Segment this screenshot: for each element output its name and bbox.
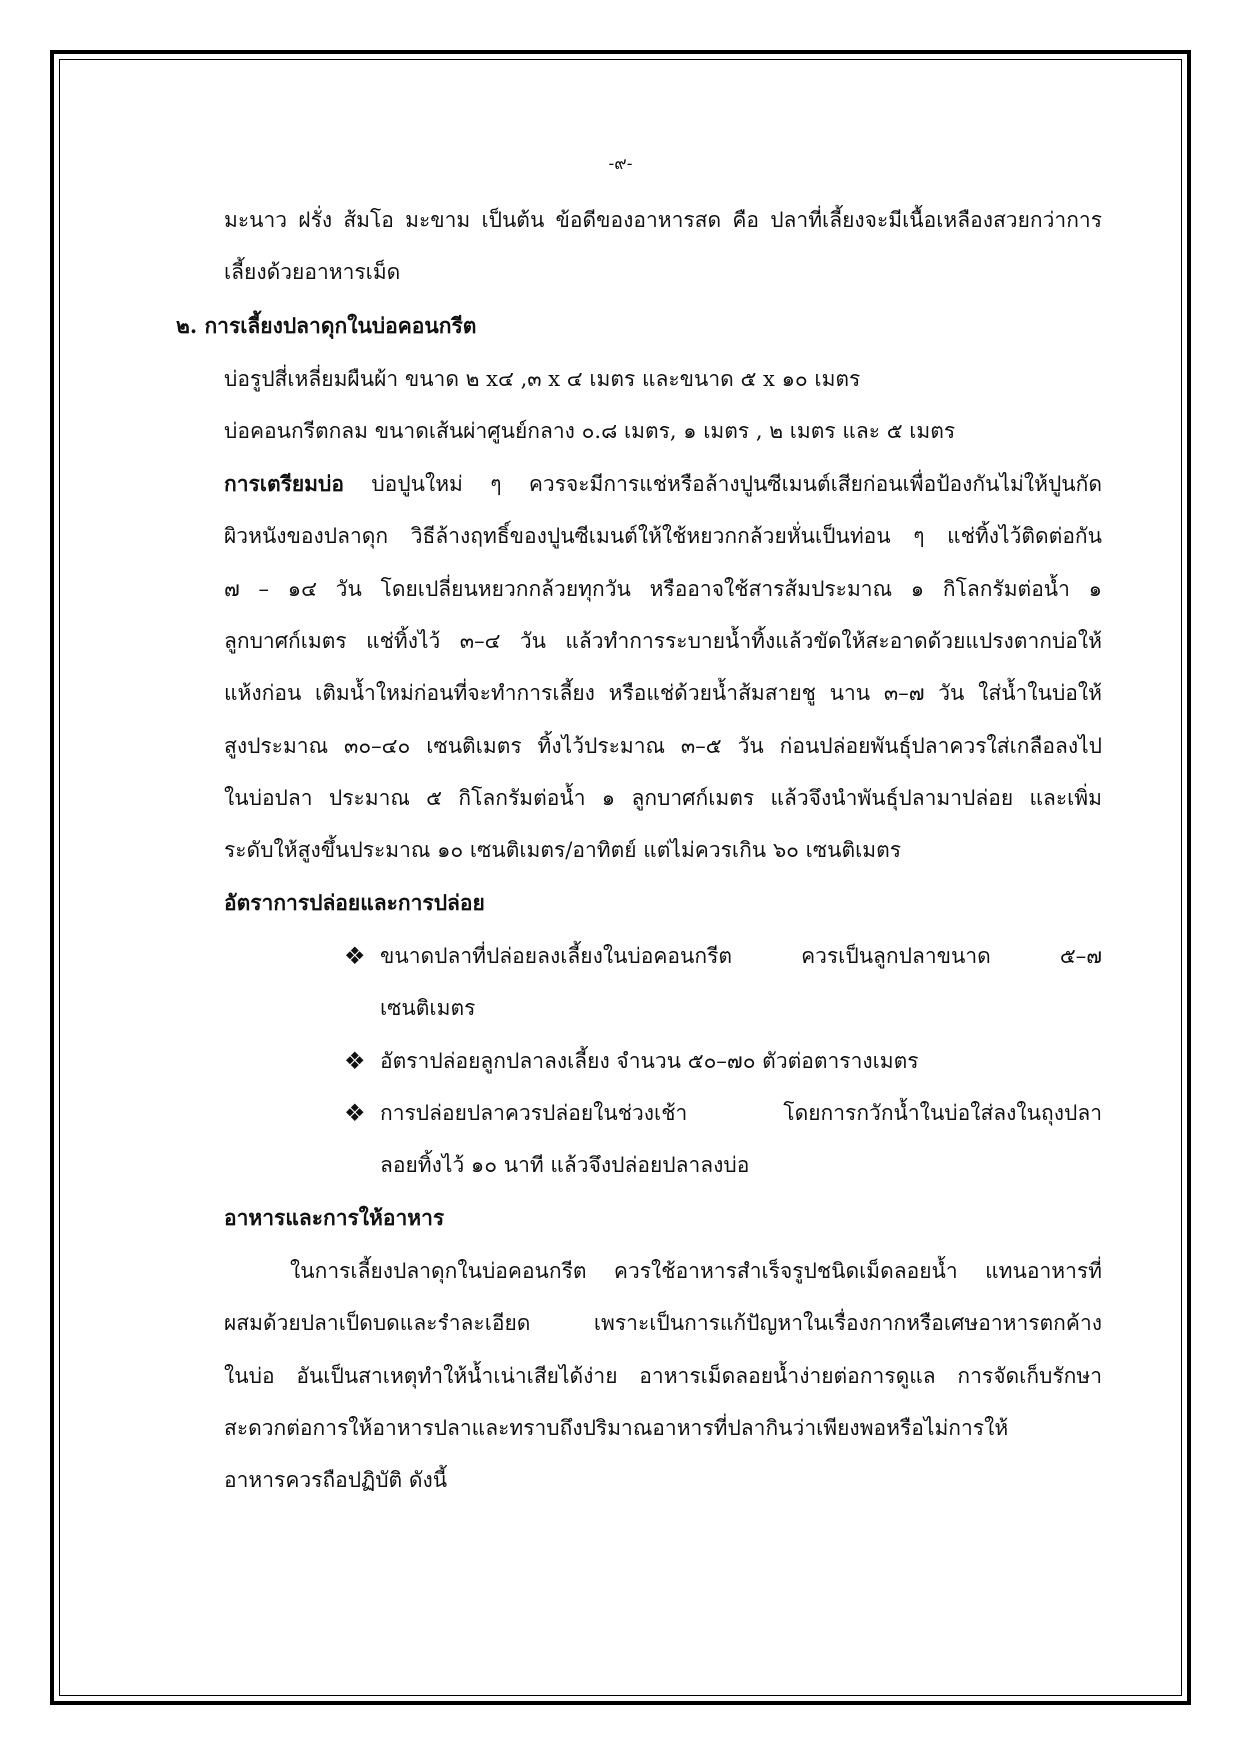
feed-line-2: ผสมด้วยปลาเป็ดบดและรำละเอียด เพราะเป็นการแก้ปัญหาในเรื่องกากหรือเศษอาหารตกค้าง: [224, 1311, 1102, 1335]
feed-line-1: ในการเลี้ยงปลาดุกในบ่อคอนกรีต ควรใช้อาหารสำเร็จรูปชนิดเม็ดลอยน้ำ แทนอาหารที่: [290, 1259, 1102, 1283]
prep-line-1: [224, 468, 1102, 500]
intro-line-2: เลี้ยงด้วยอาหารเม็ด: [224, 260, 401, 284]
prep-line-6: สูงประมาณ ๓๐–๔๐ เซนติเมตร ทิ้งไว้ประมาณ ๓–๕ วัน ก่อนปล่อยพันธุ์ปลาควรใส่เกลือลงไป: [224, 734, 1102, 758]
prep-line-3: ๗ – ๑๔ วัน โดยเปลี่ยนหยวกกล้วยทุกวัน หรืออาจใช้สารส้มประมาณ ๑ กิโลกรัมต่อน้ำ ๑: [224, 577, 1102, 601]
prep-line-4: ลูกบาศก์เมตร แช่ทิ้งไว้ ๓–๔ วัน แล้วทำการระบายน้ำทิ้งแล้วขัดให้สะอาดด้วยแปรงตากบ่อให้: [224, 629, 1102, 653]
bullet-3-line-2: ลอยทิ้งไว้ ๑๐ นาที แล้วจึงปล่อยปลาลงบ่อ: [380, 1153, 750, 1177]
diamond-bullet-icon: ❖: [344, 942, 366, 970]
bullet-1-line-1: ขนาดปลาที่ปล่อยลงเลี้ยงในบ่อคอนกรีต ควรเป็นลูกปลาขนาด ๕–๗: [380, 944, 1102, 968]
bullet-2-line-1: อัตราปล่อยลูกปลาลงเลี้ยง จำนวน ๕๐–๗๐ ตัวต่อตารางเมตร: [380, 1049, 919, 1073]
diamond-bullet-icon: ❖: [344, 1047, 366, 1075]
intro-line-1: มะนาว ฝรั่ง ส้มโอ มะขาม เป็นต้น ข้อดีของอาหารสด คือ ปลาที่เลี้ยงจะมีเนื้อเหลืองสวยกว่าการ: [224, 208, 1102, 232]
stocking-heading: อัตราการปล่อยและการปล่อย: [224, 890, 485, 915]
bullet-3-line-1: การปล่อยปลาควรปล่อยในช่วงเช้า โดยการกวักน้ำในบ่อใส่ลงในถุงปลา: [380, 1101, 1102, 1125]
page-border-inner: [59, 59, 1182, 1696]
pond-round-sizes: บ่อคอนกรีตกลม ขนาดเส้นผ่าศูนย์กลาง ๐.๘ เมตร, ๑ เมตร , ๒ เมตร และ ๕ เมตร: [224, 419, 956, 443]
prep-label: การเตรียมบ่อ: [224, 471, 344, 496]
prep-line-2: ผิวหนังของปลาดุก วิธีล้างฤทธิ์ของปูนซีเมนต์ให้ใช้หยวกกล้วยหั่นเป็นท่อน ๆ แช่ทิ้งไว้ติดต่อกัน: [224, 524, 1102, 548]
page-number: -๙-: [608, 154, 633, 174]
bullet-1-line-2: เซนติเมตร: [380, 996, 476, 1020]
feed-line-4: สะดวกต่อการให้อาหารปลาและทราบถึงปริมาณอาหารที่ปลากินว่าเพียงพอหรือไม่การให้: [224, 1416, 1009, 1440]
feed-line-5: อาหารควรถือปฏิบัติ ดังนี้: [224, 1468, 448, 1492]
prep-line-5: แห้งก่อน เติมน้ำใหม่ก่อนที่จะทำการเลี้ยง หรือแช่ด้วยน้ำส้มสายชู นาน ๓–๗ วัน ใส่น้ำในบ่อให้: [224, 681, 1102, 705]
feed-line-3: ในบ่อ อันเป็นสาเหตุทำให้น้ำเน่าเสียได้ง่าย อาหารเม็ดลอยน้ำง่ายต่อการดูแล การจัดเก็บรักษา: [224, 1364, 1102, 1388]
feed-heading: อาหารและการให้อาหาร: [224, 1205, 445, 1230]
prep-line-7: ในบ่อปลา ประมาณ ๕ กิโลกรัมต่อน้ำ ๑ ลูกบาศก์เมตร แล้วจึงนำพันธุ์ปลามาปล่อย และเพิ่ม: [224, 786, 1102, 810]
section-heading: ๒. การเลี้ยงปลาดุกในบ่อคอนกรีต: [176, 313, 477, 338]
prep-line-8: ระดับให้สูงขึ้นประมาณ ๑๐ เซนติเมตร/อาทิตย์ แต่ไม่ควรเกิน ๖๐ เซนติเมตร: [224, 838, 902, 862]
prep-line-1-text: บ่อปูนใหม่ ๆ ควรจะมีการแช่หรือล้างปูนซีเมนต์เสียก่อนเพื่อป้องกันไม่ให้ปูนกัด: [343, 472, 1102, 496]
diamond-bullet-icon: ❖: [344, 1099, 366, 1127]
pond-rect-sizes: บ่อรูปสี่เหลี่ยมผืนผ้า ขนาด ๒ x๔ ,๓ x ๔ เมตร และขนาด ๕ x ๑๐ เมตร: [224, 367, 861, 391]
